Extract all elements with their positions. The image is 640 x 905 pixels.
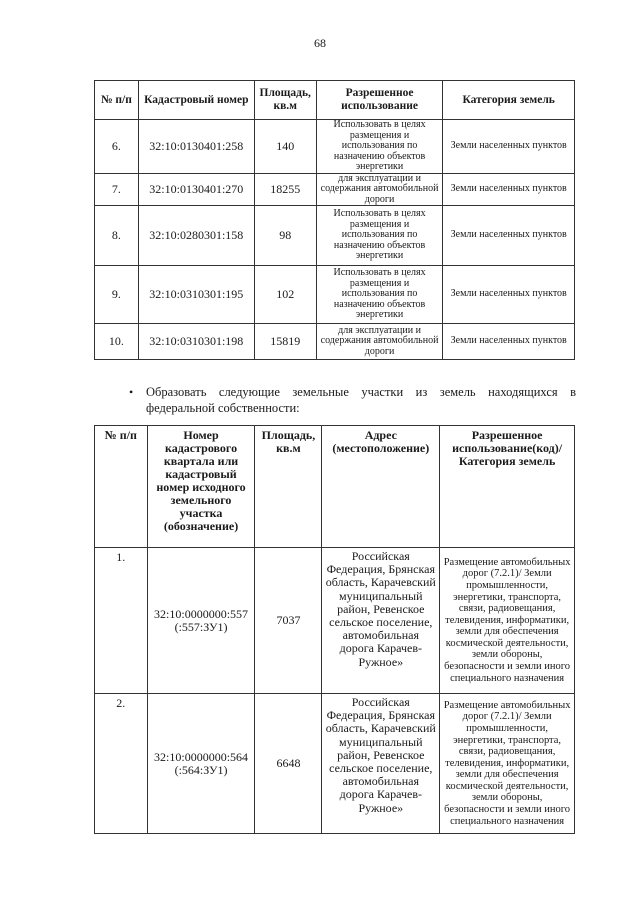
table-row: [95, 120, 575, 174]
cadastral-number: 32:10:0310301:195: [138, 266, 254, 324]
land-category: Земли населенных пунктов: [443, 266, 575, 324]
bullet-marker: •: [129, 385, 134, 399]
land-category: Земли населенных пунктов: [443, 173, 575, 206]
area-value: 18255: [254, 173, 316, 206]
area-value: 6648: [255, 694, 322, 834]
land-category: Земли населенных пунктов: [443, 206, 575, 266]
bullet-text: Образовать следующие земельные участки из земель находящихся в федеральной собственности:: [146, 385, 576, 415]
header-land-category: Категория земель: [443, 81, 575, 120]
permitted-use-category: Размещение автомобильных дорог (7.2.1)/ Земли промышленности, энергетики, транспорта, связи, радиовещания, телевидения, информатики, земли для обеспечения космической деятельности, земли обороны, безопасности и земли иного специального назначения: [440, 694, 575, 834]
area-value: 15819: [254, 324, 316, 360]
cadastral-number: 32:10:0280301:158: [138, 206, 254, 266]
table-row: [95, 548, 575, 694]
header-area: Площадь, кв.м: [254, 81, 316, 120]
permitted-use: Использовать в целях размещения и использования по назначению объектов энергетики: [316, 120, 443, 174]
area-value: 98: [254, 206, 316, 266]
row-number: 2.: [95, 694, 148, 834]
table-header-row: [95, 81, 575, 120]
area-value: 7037: [255, 548, 322, 694]
area-value: 140: [254, 120, 316, 174]
table-row: [95, 206, 575, 266]
cadastral-number: 32:10:0310301:198: [138, 324, 254, 360]
federal-plots-table: [94, 425, 575, 834]
land-category: Земли населенных пунктов: [443, 324, 575, 360]
row-number: 8.: [95, 206, 139, 266]
row-number: 7.: [95, 173, 139, 206]
header-cadastral-quarter: Номер кадастрового квартала или кадастровый номер исходного земельного участка (обозначение): [147, 426, 255, 548]
header-permitted-use-category: Разрешенное использование(код)/ Категория земель: [440, 426, 575, 548]
row-number: 10.: [95, 324, 139, 360]
permitted-use: для эксплуатации и содержания автомобильной дороги: [316, 324, 443, 360]
cadastral-number: 32:10:0130401:270: [138, 173, 254, 206]
table-header-row: [95, 426, 575, 548]
permitted-use-category: Размещение автомобильных дорог (7.2.1)/ Земли промышленности, энергетики, транспорта, связи, радиовещания, телевидения, информатики, земли для обеспечения космической деятельности, земли обороны, безопасности и земли иного специального назначения: [440, 548, 575, 694]
address: Российская Федерация, Брянская область, Карачевский муниципальный район, Ревенское сельское поселение, автомобильная дорога Карачев-Ружное»: [322, 694, 440, 834]
header-address: Адрес (местоположение): [322, 426, 440, 548]
permitted-use: Использовать в целях размещения и использования по назначению объектов энергетики: [316, 206, 443, 266]
row-number: 9.: [95, 266, 139, 324]
header-number: № п/п: [95, 81, 139, 120]
land-plots-table: [94, 80, 575, 360]
permitted-use: Использовать в целях размещения и использования по назначению объектов энергетики: [316, 266, 443, 324]
table-row: [95, 266, 575, 324]
table-row: [95, 694, 575, 834]
bullet-paragraph: [129, 384, 576, 416]
cadastral-number: 32:10:0000000:557 (:557:ЗУ1): [147, 548, 255, 694]
header-number: № п/п: [95, 426, 148, 548]
table-row: [95, 324, 575, 360]
cadastral-number: 32:10:0130401:258: [138, 120, 254, 174]
row-number: 1.: [95, 548, 148, 694]
header-area: Площадь, кв.м: [255, 426, 322, 548]
area-value: 102: [254, 266, 316, 324]
header-permitted-use: Разрешенное использование: [316, 81, 443, 120]
address: Российская Федерация, Брянская область, Карачевский муниципальный район, Ревенское сельское поселение, автомобильная дорога Карачев-Ружное»: [322, 548, 440, 694]
land-category: Земли населенных пунктов: [443, 120, 575, 174]
cadastral-number: 32:10:0000000:564 (:564:ЗУ1): [147, 694, 255, 834]
row-number: 6.: [95, 120, 139, 174]
header-cadastral-number: Кадастровый номер: [138, 81, 254, 120]
page-number: 68: [314, 36, 326, 50]
permitted-use: для эксплуатации и содержания автомобильной дороги: [316, 173, 443, 206]
table-row: [95, 173, 575, 206]
